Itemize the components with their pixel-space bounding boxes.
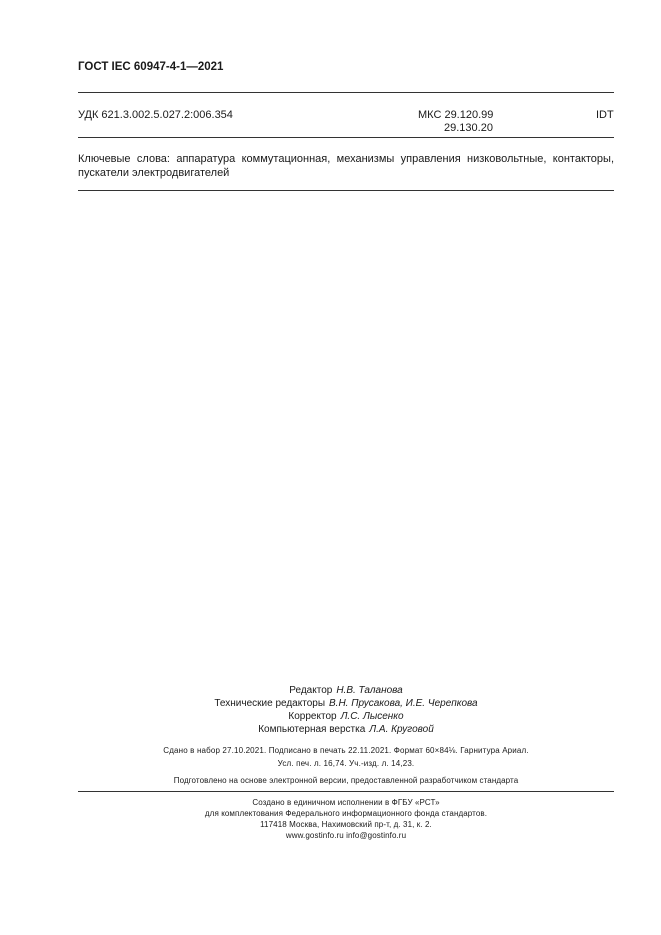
credit-role: Корректор xyxy=(288,711,337,722)
credit-layout xyxy=(78,723,614,736)
header-divider xyxy=(78,92,614,93)
keywords-divider xyxy=(78,190,614,191)
credit-name: Л.С. Лысенко xyxy=(340,711,404,722)
udc-code: УДК 621.3.002.5.027.2:006.354 xyxy=(78,109,233,121)
credit-name: Н.В. Таланова xyxy=(336,685,403,696)
credit-name: Л.А. Круговой xyxy=(369,724,434,735)
credits-block xyxy=(78,684,614,736)
mks-code-1: МКС 29.120.99 xyxy=(418,109,494,121)
publisher-line: 117418 Москва, Нахимовский пр-т, д. 31, к. 2. xyxy=(260,820,432,829)
print-info-line: Усл. печ. л. 16,74. Уч.-изд. л. 14,23. xyxy=(277,759,415,768)
mks-code-2: 29.130.20 xyxy=(444,122,493,134)
idt-mark: IDT xyxy=(596,109,614,121)
prepared-note: Подготовлено на основе электронной версии, предоставленной разработчиком стандарта xyxy=(173,776,519,785)
credit-editor xyxy=(78,684,614,697)
credit-role: Технические редакторы xyxy=(214,698,326,709)
document-id: ГОСТ IEC 60947-4-1—2021 xyxy=(78,61,224,73)
footer-divider xyxy=(78,791,614,792)
credit-role: Компьютерная верстка xyxy=(258,724,366,735)
publisher-contacts: www.gostinfo.ru info@gostinfo.ru xyxy=(285,831,407,840)
keywords-text: Ключевые слова: аппаратура коммутационная, механизмы управления низковольтные, контакторы, пускатели электродвигателей xyxy=(78,153,614,179)
credit-tech-editors xyxy=(78,697,614,710)
credit-proofreader xyxy=(78,710,614,723)
publisher-info xyxy=(78,797,614,841)
publisher-line: для комплектования Федерального информационного фонда стандартов. xyxy=(204,809,488,818)
classification-divider xyxy=(78,137,614,138)
print-info-line: Сдано в набор 27.10.2021. Подписано в печать 22.11.2021. Формат 60×84⅛. Гарнитура Ариал. xyxy=(163,746,529,755)
mks-codes xyxy=(418,109,493,135)
credit-role: Редактор xyxy=(289,685,333,696)
credit-name: В.Н. Прусакова, И.Е. Черепкова xyxy=(329,698,478,709)
print-info xyxy=(78,744,614,770)
publisher-line: Создано в единичном исполнении в ФГБУ «РСТ» xyxy=(252,798,440,807)
